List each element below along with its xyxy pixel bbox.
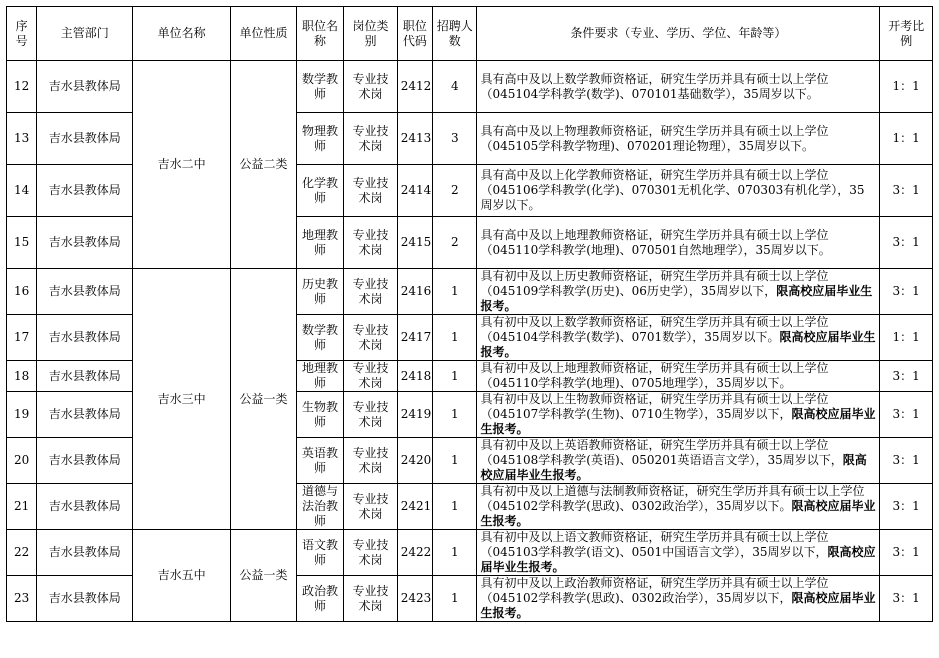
cell-code: 2415 <box>397 217 432 269</box>
cell-position: 物理教师 <box>296 113 343 165</box>
cell-nature: 公益一类 <box>231 530 297 622</box>
requirement-note: 限高校应届毕业生报考。 <box>480 407 876 436</box>
cell-code: 2413 <box>397 113 432 165</box>
cell-requirements <box>477 269 880 315</box>
requirement-text: 具有初中及以上英语教师资格证，研究生学历并具有硕士以上学位（045108学科教学(英语)、050201英语语言文学），35周岁以下， <box>480 438 843 467</box>
cell-ratio: 3：1 <box>880 269 933 315</box>
cell-ratio: 3：1 <box>880 392 933 438</box>
requirement-text: 具有高中及以上地理教师资格证，研究生学历并具有硕士以上学位（045110学科教学(地理)、070501自然地理学），35周岁以下。 <box>480 227 831 257</box>
cell-requirements <box>477 392 880 438</box>
cell-seq: 14 <box>7 165 37 217</box>
cell-dept: 吉水县教体局 <box>37 315 133 361</box>
cell-requirements <box>477 484 880 530</box>
cell-position: 数学教师 <box>296 61 343 113</box>
cell-ratio: 3：1 <box>880 530 933 576</box>
header-requirements: 条件要求（专业、学历、学位、年龄等） <box>477 7 880 61</box>
cell-ratio: 1：1 <box>880 113 933 165</box>
requirement-text: 具有初中及以上语文教师资格证，研究生学历并具有硕士以上学位（045103学科教学(语文)、0501中国语言文学），35周岁以下， <box>480 530 829 559</box>
cell-seq: 18 <box>7 361 37 392</box>
cell-seq: 22 <box>7 530 37 576</box>
cell-seq: 16 <box>7 269 37 315</box>
requirement-text: 具有初中及以上道德与法制教师资格证，研究生学历并具有硕士以上学位（045102学科教学(思政)、0302政治学），35周岁以下。 <box>480 484 865 513</box>
cell-count: 1 <box>433 269 477 315</box>
cell-code: 2416 <box>397 269 432 315</box>
cell-category: 专业技术岗 <box>344 315 398 361</box>
cell-requirements <box>477 165 880 217</box>
header-dept: 主管部门 <box>37 7 133 61</box>
cell-code: 2420 <box>397 438 432 484</box>
requirement-note: 限高校应届毕业生报考。 <box>480 591 876 620</box>
header-seq: 序号 <box>7 7 37 61</box>
header-code: 职位代码 <box>397 7 432 61</box>
cell-category: 专业技术岗 <box>344 576 398 622</box>
cell-requirements <box>477 61 880 113</box>
requirement-text: 具有初中及以上政治教师资格证，研究生学历并具有硕士以上学位（045102学科教学(思政)、0302政治学），35周岁以下， <box>480 576 829 605</box>
cell-count: 1 <box>433 576 477 622</box>
cell-dept: 吉水县教体局 <box>37 576 133 622</box>
header-position: 职位名称 <box>296 7 343 61</box>
cell-position: 政治教师 <box>296 576 343 622</box>
cell-requirements <box>477 315 880 361</box>
requirement-text: 具有高中及以上数学教师资格证，研究生学历并具有硕士以上学位（045104学科教学(数学)、070101基础数学），35周岁以下。 <box>480 71 829 101</box>
requirement-text: 具有初中及以上生物教师资格证，研究生学历并具有硕士以上学位（045107学科教学(生物)、0710生物学），35周岁以下， <box>480 392 829 421</box>
cell-seq: 19 <box>7 392 37 438</box>
cell-unit: 吉水五中 <box>133 530 231 622</box>
cell-count: 3 <box>433 113 477 165</box>
cell-code: 2412 <box>397 61 432 113</box>
cell-code: 2419 <box>397 392 432 438</box>
header-nature: 单位性质 <box>231 7 297 61</box>
cell-dept: 吉水县教体局 <box>37 392 133 438</box>
cell-requirements <box>477 113 880 165</box>
cell-nature: 公益二类 <box>231 61 297 269</box>
header-category: 岗位类别 <box>344 7 398 61</box>
cell-code: 2414 <box>397 165 432 217</box>
requirement-text: 具有初中及以上历史教师资格证，研究生学历并具有硕士以上学位（045109学科教学(历史)、06历史学），35周岁以下， <box>480 269 829 298</box>
requirement-note: 限高校应届毕业生报考。 <box>480 545 876 574</box>
cell-seq: 15 <box>7 217 37 269</box>
table-row <box>7 269 933 315</box>
cell-position: 生物教师 <box>296 392 343 438</box>
cell-position: 语文教师 <box>296 530 343 576</box>
cell-category: 专业技术岗 <box>344 217 398 269</box>
cell-count: 1 <box>433 361 477 392</box>
requirement-text: 具有初中及以上数学教师资格证，研究生学历并具有硕士以上学位（045104学科教学(数学)、0701数学），35周岁以下。 <box>480 315 829 344</box>
recruitment-table <box>6 6 933 622</box>
cell-dept: 吉水县教体局 <box>37 217 133 269</box>
cell-seq: 20 <box>7 438 37 484</box>
requirement-note: 限高校应届毕业生报考。 <box>480 453 867 482</box>
cell-position: 地理教师 <box>296 361 343 392</box>
cell-unit: 吉水二中 <box>133 61 231 269</box>
cell-unit: 吉水三中 <box>133 269 231 530</box>
header-unit: 单位名称 <box>133 7 231 61</box>
requirement-text: 具有初中及以上地理教师资格证，研究生学历并具有硕士以上学位（045110学科教学(地理)、0705地理学），35周岁以下。 <box>480 361 829 390</box>
cell-seq: 21 <box>7 484 37 530</box>
cell-seq: 13 <box>7 113 37 165</box>
cell-seq: 17 <box>7 315 37 361</box>
cell-count: 1 <box>433 530 477 576</box>
cell-position: 数学教师 <box>296 315 343 361</box>
cell-ratio: 3：1 <box>880 165 933 217</box>
cell-dept: 吉水县教体局 <box>37 361 133 392</box>
cell-requirements <box>477 530 880 576</box>
cell-code: 2422 <box>397 530 432 576</box>
cell-ratio: 1：1 <box>880 315 933 361</box>
cell-code: 2421 <box>397 484 432 530</box>
cell-ratio: 3：1 <box>880 217 933 269</box>
cell-dept: 吉水县教体局 <box>37 113 133 165</box>
header-ratio: 开考比例 <box>880 7 933 61</box>
cell-dept: 吉水县教体局 <box>37 61 133 113</box>
table-row <box>7 61 933 113</box>
cell-dept: 吉水县教体局 <box>37 269 133 315</box>
cell-code: 2418 <box>397 361 432 392</box>
cell-category: 专业技术岗 <box>344 165 398 217</box>
cell-position: 化学教师 <box>296 165 343 217</box>
cell-count: 4 <box>433 61 477 113</box>
cell-category: 专业技术岗 <box>344 392 398 438</box>
cell-seq: 12 <box>7 61 37 113</box>
requirement-text: 具有高中及以上物理教师资格证，研究生学历并具有硕士以上学位（045105学科教学物理)、070201理论物理），35周岁以下。 <box>480 123 829 153</box>
cell-position: 道德与法治教师 <box>296 484 343 530</box>
cell-count: 2 <box>433 165 477 217</box>
cell-category: 专业技术岗 <box>344 484 398 530</box>
cell-count: 1 <box>433 392 477 438</box>
cell-position: 历史教师 <box>296 269 343 315</box>
requirement-note: 限高校应届毕业生报考。 <box>480 499 876 528</box>
cell-count: 1 <box>433 315 477 361</box>
cell-count: 2 <box>433 217 477 269</box>
header-count: 招聘人数 <box>433 7 477 61</box>
requirement-note: 限高校应届毕业生报考。 <box>480 284 873 313</box>
cell-ratio: 1：1 <box>880 61 933 113</box>
cell-category: 专业技术岗 <box>344 61 398 113</box>
cell-count: 1 <box>433 438 477 484</box>
cell-requirements <box>477 438 880 484</box>
header-row <box>7 7 933 61</box>
cell-ratio: 3：1 <box>880 438 933 484</box>
cell-requirements <box>477 361 880 392</box>
table-row <box>7 530 933 576</box>
cell-dept: 吉水县教体局 <box>37 438 133 484</box>
cell-category: 专业技术岗 <box>344 438 398 484</box>
cell-dept: 吉水县教体局 <box>37 530 133 576</box>
cell-requirements <box>477 217 880 269</box>
cell-seq: 23 <box>7 576 37 622</box>
requirement-note: 限高校应届毕业生报考。 <box>480 330 876 359</box>
cell-category: 专业技术岗 <box>344 530 398 576</box>
cell-category: 专业技术岗 <box>344 269 398 315</box>
cell-position: 英语教师 <box>296 438 343 484</box>
cell-dept: 吉水县教体局 <box>37 165 133 217</box>
cell-ratio: 3：1 <box>880 484 933 530</box>
cell-category: 专业技术岗 <box>344 361 398 392</box>
cell-position: 地理教师 <box>296 217 343 269</box>
cell-requirements <box>477 576 880 622</box>
cell-category: 专业技术岗 <box>344 113 398 165</box>
cell-ratio: 3：1 <box>880 576 933 622</box>
cell-nature: 公益一类 <box>231 269 297 530</box>
cell-dept: 吉水县教体局 <box>37 484 133 530</box>
cell-ratio: 3：1 <box>880 361 933 392</box>
requirement-text: 具有高中及以上化学教师资格证，研究生学历并具有硕士以上学位（045106学科教学(化学)、070301无机化学、070303有机化学），35周岁以下。 <box>480 168 865 212</box>
cell-code: 2417 <box>397 315 432 361</box>
cell-count: 1 <box>433 484 477 530</box>
cell-code: 2423 <box>397 576 432 622</box>
